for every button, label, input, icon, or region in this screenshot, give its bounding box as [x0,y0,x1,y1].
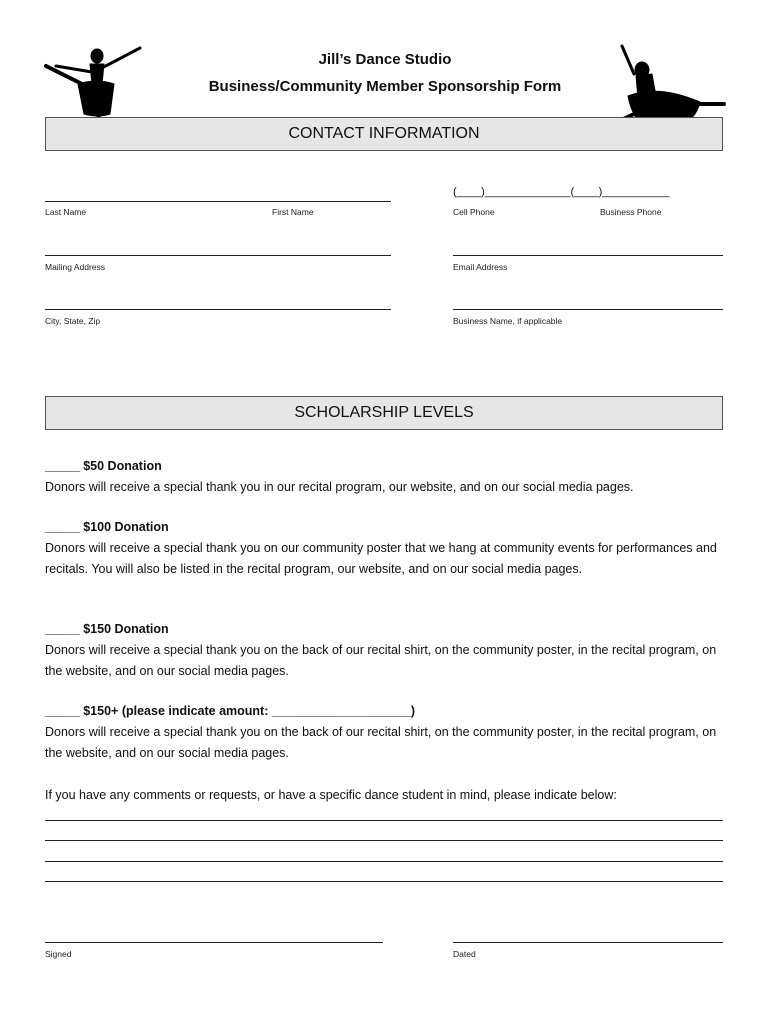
name-field[interactable] [45,201,391,202]
level-150-plus-description: Donors will receive a special thank you on the back of our recital shirt, on the community poster, in the recital program, on the website, and on our social media pages. [45,725,717,760]
level-150-plus-title[interactable]: _____ $150+ (please indicate amount: ____________________) [45,704,416,718]
business-phone-label: Business Phone [600,207,662,217]
business-name-field[interactable] [453,309,723,310]
signed-field[interactable] [45,942,383,943]
level-50-description: Donors will receive a special thank you in our recital program, our website, and on our social media pages. [45,480,634,494]
comment-line[interactable] [45,881,723,882]
comment-line[interactable] [45,840,723,841]
comments-prompt: If you have any comments or requests, or have a specific dance student in mind, please indicate below: [45,788,617,802]
phone-fields[interactable]: (____)______________(____)___________ [453,186,670,198]
scholarship-levels-heading: SCHOLARSHIP LEVELS [45,396,723,430]
last-name-label: Last Name [45,207,87,217]
email-address-field[interactable] [453,255,723,256]
level-100-title[interactable]: _____ $100 Donation [45,520,169,534]
comment-line[interactable] [45,820,723,821]
contact-info-heading: CONTACT INFORMATION [45,117,723,151]
city-state-zip-label: City, State, Zip [45,316,101,326]
business-name-label: Business Name, if applicable [453,316,563,326]
email-address-label: Email Address [453,262,508,272]
studio-name: Jill’s Dance Studio [318,51,452,68]
city-state-zip-field[interactable] [45,309,391,310]
level-150-title[interactable]: _____ $150 Donation [45,622,169,636]
mailing-address-field[interactable] [45,255,391,256]
form-title: Business/Community Member Sponsorship Form [208,78,562,95]
comment-line[interactable] [45,861,723,862]
level-150-description: Donors will receive a special thank you on the back of our recital shirt, on the community poster, in the recital program, on the website, and on our social media pages. [45,643,717,678]
cell-phone-label: Cell Phone [453,207,495,217]
level-50-title[interactable]: _____ $50 Donation [45,459,162,473]
signed-label: Signed [45,949,72,959]
dated-label: Dated [453,949,476,959]
mailing-address-label: Mailing Address [45,262,106,272]
dated-field[interactable] [453,942,723,943]
first-name-label: First Name [272,207,314,217]
level-100-description: Donors will receive a special thank you on our community poster that we hang at community events for performances and recitals. You will also be listed in the recital program, our website, and on our social media pages. [45,541,717,576]
